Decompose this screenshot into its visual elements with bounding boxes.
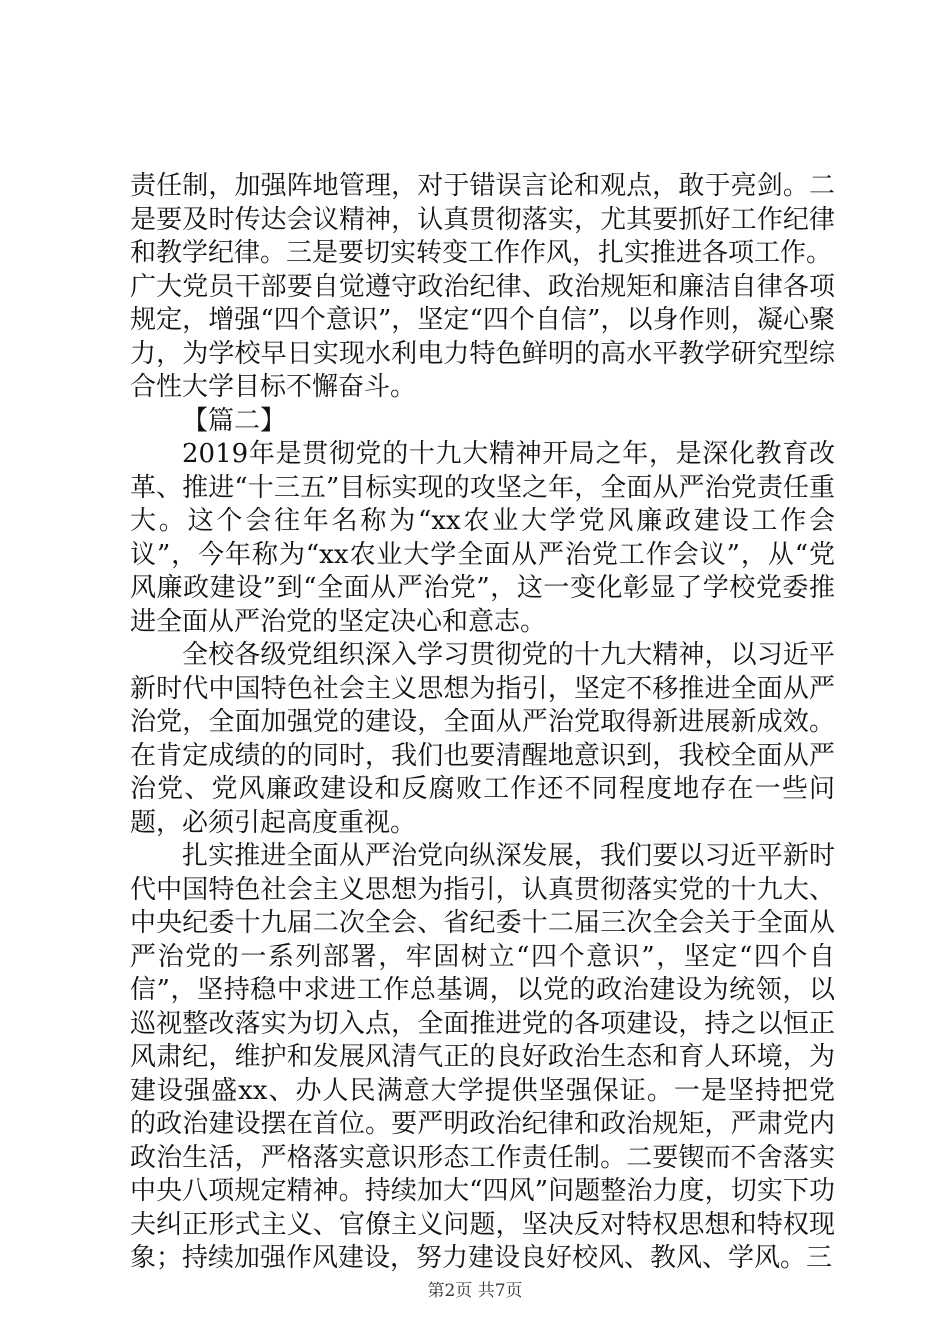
paragraph-3: 2019年是贯彻党的十九大精神开局之年，是深化教育改革、推进“十三五”目标实现的攻坚之年，全面从严治党责任重大。这个会往年名称为“xx农业大学党风廉政建设工作会议”，今年称为“xx农业大学全面从严治党工作会议”，从“党风廉政建设”到“全面从严治党”，这一变化彰显了学校党委推进全面从严治党的坚定决心和意志。 [130, 439, 835, 637]
paragraph-4: 全校各级党组织深入学习贯彻党的十九大精神，以习近平新时代中国特色社会主义思想为指引，坚定不移推进全面从严治党，全面加强党的建设，全面从严治党取得新进展新成效。在肯定成绩的的同时，我们也要清醒地意识到，我校全面从严治党、党风廉政建设和反腐败工作还不同程度地存在一些问题，必须引起高度重视。 [130, 640, 835, 838]
page-number-footer: 第2页 共7页 [427, 1281, 523, 1301]
body-text [130, 170, 835, 1276]
paragraph-5: 扎实推进全面从严治党向纵深发展，我们要以习近平新时代中国特色社会主义思想为指引，认真贯彻落实党的十九大、中央纪委十九届二次全会、省纪委十二届三次全会关于全面从严治党的一系列部署，牢固树立“四个意识”，坚定“四个自信”，坚持稳中求进工作总基调，以党的政治建设为统领，以巡视整改落实为切入点，全面推进党的各项建设，持之以恒正风肃纪，维护和发展风清气正的良好政治生态和育人环境，为建设强盛xx、办人民满意大学提供坚强保证。一是坚持把党的政治建设摆在首位。要严明政治纪律和政治规矩，严肃党内政治生活，严格落实意识形态工作责任制。二要锲而不舍落实中央八项规定精神。持续加大“四风”问题整治力度，切实下功夫纠正形式主义、官僚主义问题，坚决反对特权思想和特权现象；持续加强作风建设，努力建设良好校风、教风、学风。三 [130, 841, 835, 1273]
paragraph-2: 广大党员干部要自觉遵守政治纪律、政治规矩和廉洁自律各项规定，增强“四个意识”，坚定“四个自信”，以身作则，凝心聚力，为学校早日实现水利电力特色鲜明的高水平教学研究型综合性大学目标不懈奋斗。 [130, 271, 835, 402]
section-heading: 【篇二】 [182, 405, 287, 436]
paragraph-1: 责任制，加强阵地管理，对于错误言论和观点，敢于亮剑。二是要及时传达会议精神，认真贯彻落实，尤其要抓好工作纪律和教学纪律。三是要切实转变工作作风，扎实推进各项工作。 [130, 171, 835, 268]
